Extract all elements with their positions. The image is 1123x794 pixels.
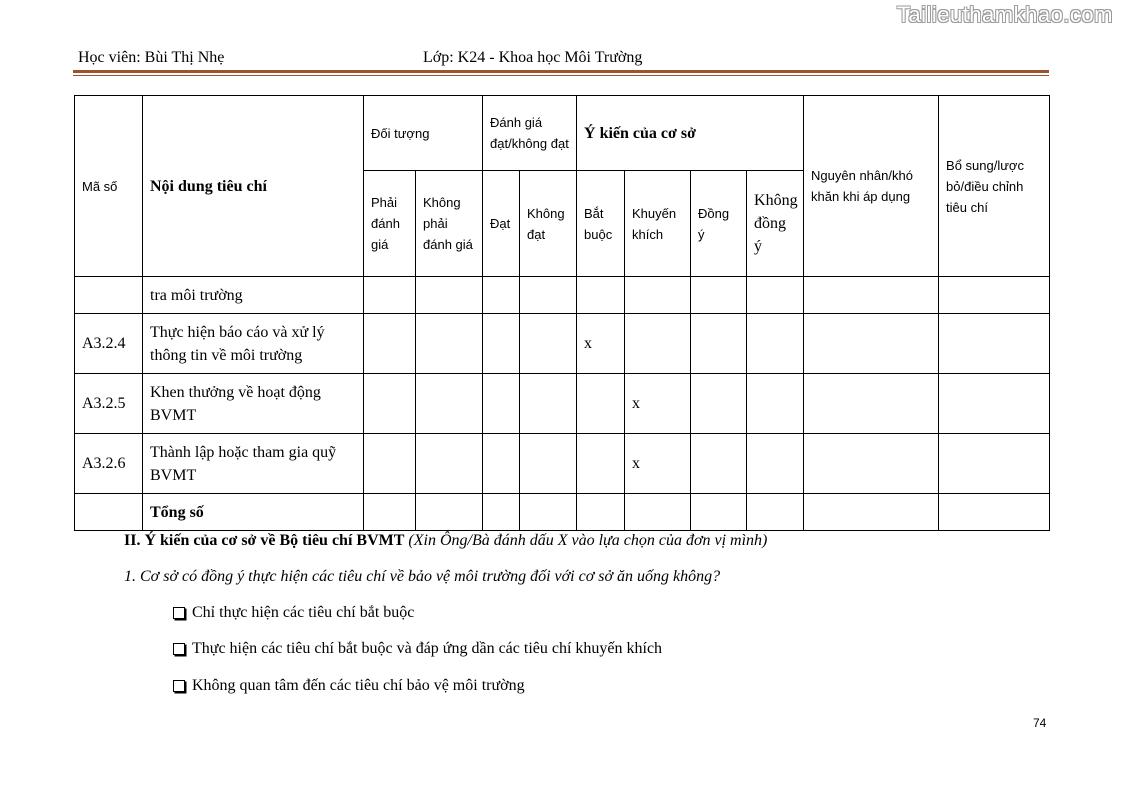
cell — [747, 374, 804, 434]
cell — [520, 494, 577, 531]
checkbox-icon[interactable] — [173, 607, 185, 619]
section-2-heading — [124, 532, 767, 550]
header-code: Mã số — [75, 96, 143, 277]
cell — [939, 494, 1050, 531]
option-label: Thực hiện các tiêu chí bắt buộc và đáp ứng dần các tiêu chí khuyến khích — [192, 640, 663, 657]
cell — [804, 374, 939, 434]
cell — [416, 494, 483, 531]
header-fail: Không đạt — [520, 171, 577, 277]
header-content: Nội dung tiêu chí — [143, 96, 364, 277]
option-label: Không quan tâm đến các tiêu chí bảo vệ môi trường — [192, 677, 525, 694]
header-not-evaluate: Không phải đánh giá — [416, 171, 483, 277]
option-label: Chỉ thực hiện các tiêu chí bắt buộc — [192, 604, 415, 621]
cell — [747, 314, 804, 374]
row-encouraged: x — [625, 434, 691, 494]
cell — [483, 314, 520, 374]
section-2-instruction: (Xin Ông/Bà đánh dấu X vào lựa chọn của đơn vị mình) — [408, 532, 768, 549]
cell — [483, 374, 520, 434]
cell — [747, 434, 804, 494]
total-label: Tổng số — [143, 494, 364, 531]
header-rule-thick — [73, 70, 1049, 73]
cell — [364, 434, 416, 494]
row-content: tra môi trường — [143, 277, 364, 314]
cell — [75, 494, 143, 531]
header-object: Đối tượng — [364, 96, 483, 171]
cell — [520, 314, 577, 374]
header-reason: Nguyên nhân/khó khăn khi áp dụng — [804, 96, 939, 277]
checkbox-icon[interactable] — [173, 643, 185, 655]
cell — [747, 494, 804, 531]
cell — [691, 374, 747, 434]
header-disagree: Không đồng ý — [747, 171, 804, 277]
cell — [804, 494, 939, 531]
class-name: Lớp: K24 - Khoa học Môi Trường — [423, 49, 643, 66]
row-mandatory: x — [577, 314, 625, 374]
criteria-table — [74, 95, 1050, 531]
header-rule-thin — [73, 75, 1049, 76]
header-pass: Đạt — [483, 171, 520, 277]
row-code — [75, 277, 143, 314]
header-must-evaluate: Phải đánh giá — [364, 171, 416, 277]
row-encouraged — [625, 314, 691, 374]
row-code: A3.2.5 — [75, 374, 143, 434]
cell — [483, 277, 520, 314]
cell — [416, 277, 483, 314]
checkbox-icon[interactable] — [173, 680, 185, 692]
cell — [364, 374, 416, 434]
question-1: 1. Cơ sở có đồng ý thực hiện các tiêu chí về bảo vệ môi trường đối với cơ sở ăn uống không? — [124, 568, 721, 585]
table-row — [75, 434, 1050, 494]
row-mandatory — [577, 434, 625, 494]
row-encouraged — [625, 277, 691, 314]
row-content: Thực hiện báo cáo và xử lý thông tin về môi trường — [143, 314, 364, 374]
cell — [804, 277, 939, 314]
header-encouraged: Khuyến khích — [625, 171, 691, 277]
student-name: Học viên: Bùi Thị Nhẹ — [78, 49, 225, 66]
watermark: Tailieuthamkhao.com — [896, 2, 1113, 27]
cell — [625, 494, 691, 531]
row-mandatory — [577, 277, 625, 314]
cell — [691, 277, 747, 314]
cell — [364, 277, 416, 314]
row-encouraged: x — [625, 374, 691, 434]
cell — [364, 494, 416, 531]
row-code: A3.2.6 — [75, 434, 143, 494]
cell — [577, 494, 625, 531]
cell — [520, 374, 577, 434]
cell — [939, 277, 1050, 314]
cell — [416, 434, 483, 494]
option-1[interactable] — [173, 604, 414, 622]
cell — [747, 277, 804, 314]
cell — [416, 374, 483, 434]
section-2-title: II. Ý kiến của cơ sở về Bộ tiêu chí BVMT — [124, 532, 405, 549]
table-row — [75, 374, 1050, 434]
row-mandatory — [577, 374, 625, 434]
cell — [939, 314, 1050, 374]
cell — [483, 434, 520, 494]
row-content: Khen thưởng về hoạt động BVMT — [143, 374, 364, 434]
cell — [804, 314, 939, 374]
header-agree: Đồng ý — [691, 171, 747, 277]
cell — [939, 434, 1050, 494]
header-facility-opinion: Ý kiến của cơ sở — [577, 96, 804, 171]
header-evaluation: Đánh giá đạt/không đạt — [483, 96, 577, 171]
cell — [364, 314, 416, 374]
cell — [483, 494, 520, 531]
cell — [691, 434, 747, 494]
row-content: Thành lập hoặc tham gia quỹ BVMT — [143, 434, 364, 494]
cell — [691, 314, 747, 374]
cell — [520, 434, 577, 494]
table-row — [75, 314, 1050, 374]
cell — [804, 434, 939, 494]
cell — [691, 494, 747, 531]
page-number: 74 — [1033, 716, 1047, 730]
option-3[interactable] — [173, 677, 525, 695]
option-2[interactable] — [173, 640, 662, 658]
table-row — [75, 277, 1050, 314]
cell — [416, 314, 483, 374]
cell — [939, 374, 1050, 434]
cell — [520, 277, 577, 314]
total-row — [75, 494, 1050, 531]
header-supplement: Bổ sung/lược bỏ/điều chỉnh tiêu chí — [939, 96, 1050, 277]
row-code: A3.2.4 — [75, 314, 143, 374]
header-mandatory: Bắt buộc — [577, 171, 625, 277]
